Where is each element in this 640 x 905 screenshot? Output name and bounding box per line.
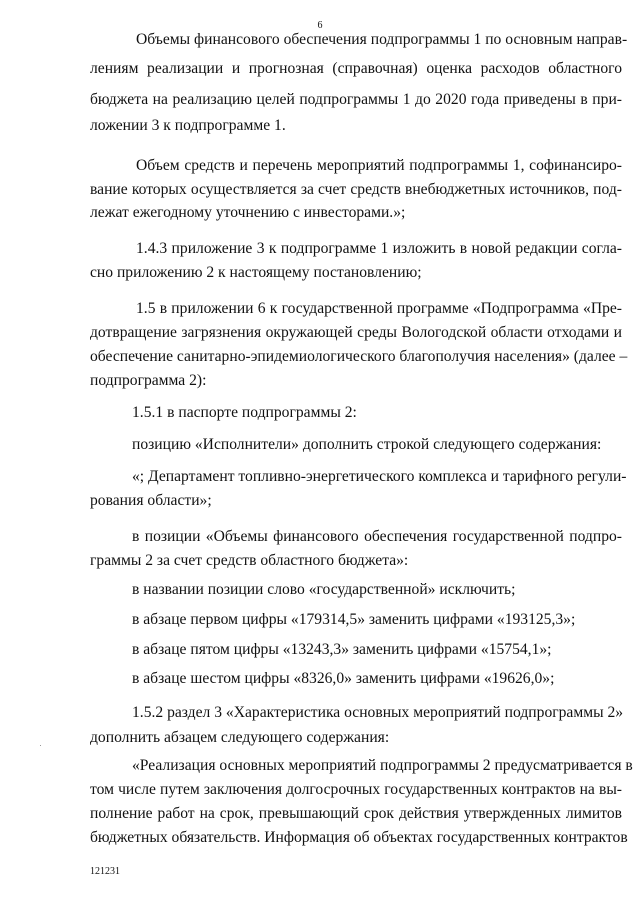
text-line: обеспечение санитарно-эпидемиологического благополучия населения» (далее – [90,348,628,365]
document-id: 121231 [90,866,120,877]
text-line: 1.5.1 в паспорте подпрограммы 2: [132,404,357,421]
text-line: дополнить абзацем следующего содержания: [90,729,390,746]
text-line: «; Департамент топливно-энергетического комплекса и тарифного регули- [132,468,627,485]
text-line: в абзаце первом цифры «179314,5» заменить цифрами «193125,3»; [132,611,576,628]
text-line: ложении 3 к подпрограмме 1. [90,117,286,134]
text-line: в позиции «Объемы финансового обеспечения государственной подпро- [132,528,622,545]
text-line: Объем средств и перечень мероприятий подпрограммы 1, софинансиро- [136,157,622,174]
text-line: том числе путем заключения долгосрочных государственных контрактов на вы- [90,781,622,798]
text-line: вание которых осуществляется за счет средств внебюджетных источников, под- [90,181,622,198]
text-line: рования области»; [90,492,212,509]
text-line: лежат ежегодному уточнению с инвесторами.»; [90,204,406,221]
text-line: позицию «Исполнители» дополнить строкой следующего содержания: [132,436,602,453]
text-line: 1.5.2 раздел 3 «Характеристика основных мероприятий подпрограммы 2» [132,704,624,721]
page-number: 6 [317,20,323,31]
text-line: лениям реализации и прогнозная (справочная) оценка расходов областного [90,60,622,77]
text-line: полнение работ на срок, превышающий срок действия утвержденных лимитов [90,805,622,822]
text-line: сно приложению 2 к настоящему постановлению; [90,264,422,281]
scan-speck [40,745,41,746]
text-line: дотвращение загрязнения окружающей среды Вологодской области отходами и [90,324,622,341]
text-line: в абзаце шестом цифры «8326,0» заменить цифрами «19626,0»; [132,670,555,687]
text-line: граммы 2 за счет средств областного бюджета»: [90,552,409,569]
text-line: 1.4.3 приложение 3 к подпрограмме 1 изложить в новой редакции согла- [136,240,622,257]
text-line: подпрограмма 2): [90,372,207,389]
text-line: «Реализация основных мероприятий подпрограммы 2 предусматривается в [132,757,633,774]
text-line: бюджета на реализацию целей подпрограммы 1 до 2020 года приведены в при- [90,91,622,108]
text-line: 1.5 в приложении 6 к государственной программе «Подпрограмма «Пре- [136,300,622,317]
text-line: бюджетных обязательств. Информация об объектах государственных контрактов [90,829,628,846]
text-line: в названии позиции слово «государственной» исключить; [132,581,516,598]
text-line: Объемы финансового обеспечения подпрограммы 1 по основным направ- [136,31,628,48]
text-line: в абзаце пятом цифры «13243,3» заменить цифрами «15754,1»; [132,641,552,658]
